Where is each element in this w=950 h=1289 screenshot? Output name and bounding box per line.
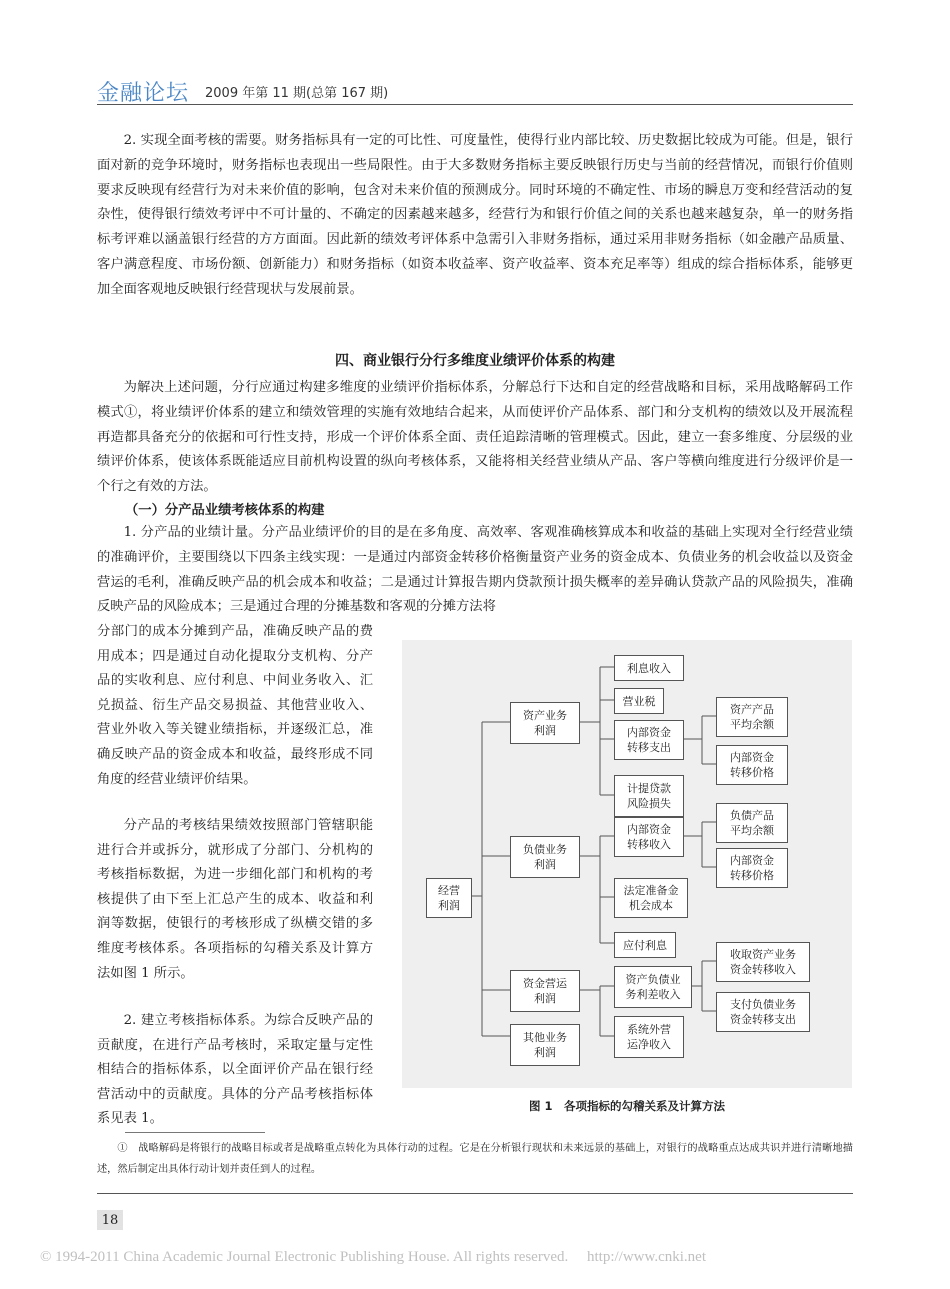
header-divider bbox=[97, 104, 853, 105]
journal-title: 金融论坛 bbox=[97, 81, 190, 106]
node-interest-payable: 应付利息 bbox=[614, 932, 676, 958]
node-reserve-opportunity-cost: 法定准备金 机会成本 bbox=[614, 878, 688, 918]
node-asset-transfer-income: 收取资产业务 资金转移收入 bbox=[716, 942, 810, 982]
page-number: 18 bbox=[97, 1210, 123, 1230]
paragraph-product-measurement: 1. 分产品的业绩计量。分产品业绩评价的目的是在多角度、高效率、客观准确核算成本和收益的基础上实现对全行经营业绩的准确评价，主要围绕以下四条主线实现：一是通过内部资金转移价格衡量资产业务的资金成本、负债业务的机会收益以及资金营运的毛利，准确反映产品的机会成本和收益；二是通过计算报告期内贷款预计损失概率的差异确认贷款产品的风险损失，准确反映产品的风险成本；三是通过合理的分摊基数和客观的分摊方法将 bbox=[97, 525, 853, 615]
node-loan-loss-provision: 计提贷款 风险损失 bbox=[614, 775, 684, 817]
issue-info: 2009 年第 11 期(总第 167 期) bbox=[205, 86, 389, 101]
footnote-divider bbox=[125, 1132, 265, 1133]
node-internal-transfer-price-asset: 内部资金 转移价格 bbox=[716, 745, 788, 785]
figure-caption: 图 1 各项指标的勾稽关系及计算方法 bbox=[528, 1099, 725, 1113]
node-asset-liability-spread: 资产负债业 务利差收入 bbox=[614, 966, 692, 1008]
node-internal-transfer-price-liability: 内部资金 转移价格 bbox=[716, 848, 788, 888]
node-liability-business-profit: 负债业务 利润 bbox=[510, 836, 580, 878]
subsection-heading: （一）分产品业绩考核体系的构建 bbox=[125, 503, 325, 518]
footnote-text: ① 战略解码是将银行的战略目标或者是战略重点转化为具体行动的过程。它是在分析银行现状和未来远景的基础上，对银行的战略重点达成共识并进行清晰地描述，然后制定出具体行动计划并责任到人的过程。 bbox=[97, 1143, 853, 1175]
paragraph-solution: 为解决上述问题，分行应通过构建多维度的业绩评价指标体系，分解总行下达和自定的经营战略和目标，采用战略解码工作模式①，将业绩评价体系的建立和绩效管理的实施有效地结合起来，从而使评价产品体系、部门和分支机构的绩效以及开展流程再造都具备充分的依据和可行性支持，形成一个评价体系全面、责任追踪清晰的管理模式。因此，建立一套多维度、分层级的业绩评价体系，使该体系既能适应目前机构设置的纵向考核体系，又能将相关经营业绩从产品、客户等横向维度进行分级评价是一个行之有效的方法。 bbox=[97, 380, 853, 495]
copyright-watermark: © 1994-2011 China Academic Journal Electronic Publishing House. All rights reserved. http://www.cnki.net bbox=[40, 1249, 707, 1265]
node-liability-avg-balance: 负债产品 平均余额 bbox=[716, 803, 788, 843]
node-treasury-profit: 资金营运 利润 bbox=[510, 970, 580, 1012]
node-liability-transfer-expense: 支付负债业务 资金转移支出 bbox=[716, 992, 810, 1032]
footnote bbox=[97, 1138, 853, 1180]
footer-divider bbox=[97, 1193, 853, 1194]
node-internal-transfer-income: 内部资金 转移收入 bbox=[614, 817, 684, 857]
paragraph-financial-indicators: 2. 实现全面考核的需要。财务指标具有一定的可比性、可度量性，使得行业内部比较、历史数据比较成为可能。但是，银行面对新的竞争环境时，财务指标也表现出一些局限性。由于大多数财务指标主要反映银行历史与当前的经营情况，而银行价值则要求反映现有经营行为对未来价值的影响，包含对未来价值的预测成分。同时环境的不确定性、市场的瞬息万变和经营活动的复杂性，使得银行绩效考评中不可计量的、不确定的因素越来越多，经营行为和银行价值之间的关系也越来越复杂，单一的财务指标考评难以涵盖银行经营的方方面面。因此新的绩效考评体系中急需引入非财务指标，通过采用非财务指标（如金融产品质量、客户满意程度、市场份额、创新能力）和财务指标（如资本收益率、资产收益率、资本充足率等）组成的综合指标体系，能够更加全面客观地反映银行经营现状与发展前景。 bbox=[97, 133, 853, 297]
node-asset-avg-balance: 资产产品 平均余额 bbox=[716, 697, 788, 737]
node-other-business-profit: 其他业务 利润 bbox=[510, 1024, 580, 1066]
node-interest-income: 利息收入 bbox=[614, 655, 684, 681]
figure-1 bbox=[402, 640, 852, 1088]
node-business-tax: 营业税 bbox=[614, 688, 664, 714]
paragraph-indicator-system: 2. 建立考核指标体系。为综合反映产品的贡献度，在进行产品考核时，采取定量与定性相结合的指标体系，以全面评价产品在银行经营活动中的贡献度。具体的分产品考核指标体系见表 1。 bbox=[97, 1013, 373, 1127]
paragraph-department-aggregation: 分产品的考核结果绩效按照部门管辖职能进行合并或拆分，就形成了分部门、分机构的考核指标数据，为进一步细化部门和机构的考核提供了由下至上汇总产生的成本、收益和利润等数据，使银行的考核形成了纵横交错的多维度考核体系。各项指标的勾稽关系及计算方法如图 1 所示。 bbox=[97, 818, 373, 981]
node-external-operating-income: 系统外营 运净收入 bbox=[614, 1016, 684, 1058]
node-operating-profit: 经营 利润 bbox=[426, 878, 472, 918]
node-internal-transfer-expense: 内部资金 转移支出 bbox=[614, 720, 684, 760]
node-asset-business-profit: 资产业务 利润 bbox=[510, 702, 580, 744]
section-heading: 四、商业银行分行多维度业绩评价体系的构建 bbox=[335, 353, 615, 369]
paragraph-product-measurement-cont: 分部门的成本分摊到产品，准确反映产品的费用成本；四是通过自动化提取分支机构、分产品的实收利息、应付利息、中间业务收入、汇兑损益、衍生产品交易损益、其他营业收入、营业外收入等关键业绩指标，并逐级汇总，准确反映产品的资金成本和收益，最终形成不同角度的经营业绩评价结果。 bbox=[97, 624, 373, 787]
